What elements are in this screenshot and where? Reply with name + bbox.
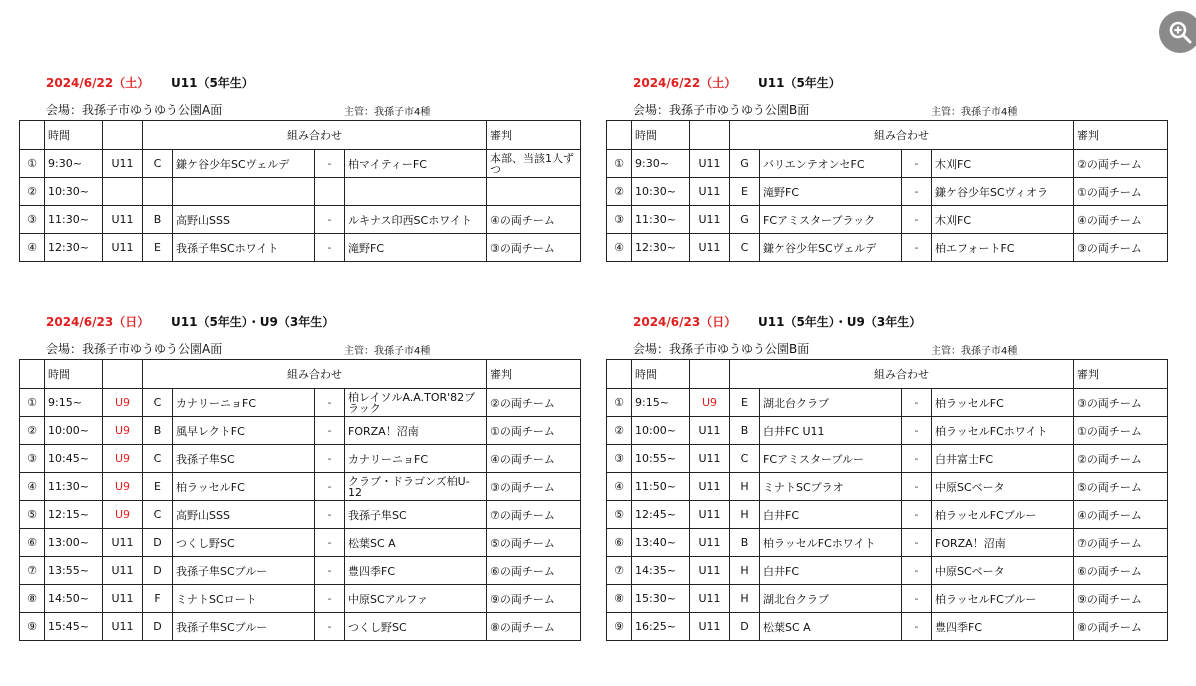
group: C [730, 234, 760, 262]
table-row [20, 613, 581, 641]
versus-dash: - [315, 613, 345, 641]
group: D [730, 613, 760, 641]
away-team: FORZA！沼南 [345, 417, 487, 445]
header-referee: 審判 [487, 121, 581, 150]
home-team: ミナトSCロート [173, 585, 315, 613]
home-team: 鎌ケ谷少年SCヴェルデ [173, 150, 315, 178]
away-team: 中原SCベータ [932, 473, 1074, 501]
away-team: FORZA！沼南 [932, 529, 1074, 557]
group: C [143, 445, 173, 473]
match-number: ② [607, 178, 632, 206]
home-team: 我孫子隼SCブルー [173, 557, 315, 585]
referee: ⑨の両チーム [1074, 585, 1168, 613]
versus-dash: - [902, 473, 932, 501]
division: U11 [690, 557, 730, 585]
match-number: ② [607, 417, 632, 445]
header-time: 時間 [632, 121, 690, 150]
away-team: カナリーニョFC [345, 445, 487, 473]
kickoff-time: 10:30~ [45, 178, 103, 206]
kickoff-time: 11:50~ [632, 473, 690, 501]
kickoff-time: 11:30~ [45, 206, 103, 234]
group: G [730, 206, 760, 234]
kickoff-time: 10:55~ [632, 445, 690, 473]
kickoff-time: 14:50~ [45, 585, 103, 613]
match-number: ① [20, 389, 45, 417]
match-number: ② [20, 178, 45, 206]
away-team: 白井富士FC [932, 445, 1074, 473]
away-team: 柏レイソルA.A.TOR'82ブラック [345, 389, 487, 417]
group: E [143, 473, 173, 501]
versus-dash: - [902, 389, 932, 417]
away-team: クラブ・ドラゴンズ柏U-12 [345, 473, 487, 501]
away-team: 柏ラッセルFCブルー [932, 501, 1074, 529]
group: H [730, 473, 760, 501]
schedule-block [19, 309, 581, 641]
home-team: つくし野SC [173, 529, 315, 557]
table-row [607, 529, 1168, 557]
referee: ⑤の両チーム [1074, 473, 1168, 501]
venue: 会場：我孫子市ゆうゆう公園B面 [633, 342, 810, 356]
referee: ①の両チーム [487, 417, 581, 445]
kickoff-time: 10:00~ [45, 417, 103, 445]
match-number: ⑦ [20, 557, 45, 585]
division: U9 [103, 417, 143, 445]
referee: ②の両チーム [1074, 150, 1168, 178]
division: U9 [103, 389, 143, 417]
division: U11 [103, 529, 143, 557]
match-number: ③ [607, 445, 632, 473]
age-category: U11（5年生）・U9（3年生） [171, 315, 335, 329]
table-row [607, 206, 1168, 234]
versus-dash: - [902, 417, 932, 445]
zoom-in-button[interactable] [1159, 11, 1196, 53]
home-team: ミナトSCプラオ [760, 473, 902, 501]
match-date: 2024/6/22（土） [633, 76, 737, 90]
versus-dash: - [902, 557, 932, 585]
home-team: カナリーニョFC [173, 389, 315, 417]
division: U11 [103, 613, 143, 641]
versus-dash: - [315, 501, 345, 529]
schedule-block [19, 70, 581, 262]
away-team: 木刈FC [932, 150, 1074, 178]
block-header [19, 309, 581, 331]
home-team: 我孫子隼SC [173, 445, 315, 473]
table-row [607, 234, 1168, 262]
group: H [730, 585, 760, 613]
group: D [143, 557, 173, 585]
header-referee: 審判 [487, 360, 581, 389]
home-team: 柏ラッセルFCホワイト [760, 529, 902, 557]
referee: ③の両チーム [1074, 389, 1168, 417]
group: H [730, 557, 760, 585]
away-team: 柏ラッセルFCブルー [932, 585, 1074, 613]
kickoff-time: 11:30~ [45, 473, 103, 501]
home-team: 柏ラッセルFC [173, 473, 315, 501]
versus-dash: - [315, 585, 345, 613]
group: C [143, 389, 173, 417]
group: F [143, 585, 173, 613]
versus-dash: - [902, 445, 932, 473]
home-team [173, 178, 315, 206]
versus-dash: - [902, 178, 932, 206]
table-row [20, 557, 581, 585]
versus-dash: - [902, 150, 932, 178]
group: C [730, 445, 760, 473]
table-row [20, 473, 581, 501]
table-row [607, 501, 1168, 529]
match-number: ① [607, 150, 632, 178]
table-row [607, 557, 1168, 585]
table-row [20, 389, 581, 417]
group: E [730, 389, 760, 417]
match-number: ③ [20, 445, 45, 473]
table-header-row [607, 121, 1168, 150]
match-number: ⑧ [20, 585, 45, 613]
table-row [607, 473, 1168, 501]
division: U9 [103, 501, 143, 529]
away-team: 中原SCベータ [932, 557, 1074, 585]
block-info [606, 331, 1168, 359]
group: E [730, 178, 760, 206]
versus-dash: - [902, 234, 932, 262]
away-team: 鎌ケ谷少年SCヴィオラ [932, 178, 1074, 206]
versus-dash: - [315, 473, 345, 501]
division [103, 178, 143, 206]
block-info [19, 92, 581, 120]
referee: ⑥の両チーム [487, 557, 581, 585]
venue: 会場：我孫子市ゆうゆう公園B面 [633, 103, 810, 117]
referee: ④の両チーム [487, 445, 581, 473]
match-number: ⑥ [607, 529, 632, 557]
referee: ⑧の両チーム [487, 613, 581, 641]
venue: 会場：我孫子市ゆうゆう公園A面 [46, 103, 223, 117]
schedule-table [606, 359, 1168, 641]
versus-dash: - [315, 557, 345, 585]
home-team: 白井FC [760, 557, 902, 585]
match-number: ⑤ [20, 501, 45, 529]
header-time: 時間 [45, 121, 103, 150]
division: U11 [103, 206, 143, 234]
versus-dash: - [902, 585, 932, 613]
referee: ⑥の両チーム [1074, 557, 1168, 585]
division: U11 [690, 178, 730, 206]
match-number: ① [20, 150, 45, 178]
division: U11 [690, 445, 730, 473]
group: B [730, 417, 760, 445]
referee: ⑧の両チーム [1074, 613, 1168, 641]
match-number: ③ [607, 206, 632, 234]
match-date: 2024/6/23（日） [46, 315, 150, 329]
block-header [606, 309, 1168, 331]
match-number: ② [20, 417, 45, 445]
block-header [606, 70, 1168, 92]
match-number: ④ [20, 473, 45, 501]
away-team: 中原SCアルファ [345, 585, 487, 613]
schedule-block [606, 70, 1168, 262]
table-header-row [20, 121, 581, 150]
kickoff-time: 9:15~ [45, 389, 103, 417]
kickoff-time: 12:30~ [45, 234, 103, 262]
division: U9 [690, 389, 730, 417]
header-time: 時間 [45, 360, 103, 389]
kickoff-time: 10:00~ [632, 417, 690, 445]
kickoff-time: 10:45~ [45, 445, 103, 473]
host: 主管：我孫子市4種 [344, 107, 431, 118]
versus-dash: - [315, 417, 345, 445]
home-team: 松葉SC A [760, 613, 902, 641]
header-match: 組み合わせ [730, 360, 1074, 389]
division: U11 [690, 529, 730, 557]
away-team [345, 178, 487, 206]
away-team: 豊四季FC [345, 557, 487, 585]
away-team: 松葉SC A [345, 529, 487, 557]
away-team: 木刈FC [932, 206, 1074, 234]
away-team: 柏マイティーFC [345, 150, 487, 178]
versus-dash: - [315, 529, 345, 557]
division: U11 [103, 585, 143, 613]
division: U11 [103, 234, 143, 262]
header-time: 時間 [632, 360, 690, 389]
division: U11 [690, 501, 730, 529]
table-row [20, 585, 581, 613]
zoom-in-icon [1167, 19, 1193, 45]
home-team: FCアミスターブラック [760, 206, 902, 234]
table-row [20, 529, 581, 557]
versus-dash: - [902, 501, 932, 529]
away-team: 柏ラッセルFC [932, 389, 1074, 417]
header-division [103, 360, 143, 389]
header-division [690, 121, 730, 150]
host: 主管：我孫子市4種 [931, 107, 1018, 118]
referee: ⑨の両チーム [487, 585, 581, 613]
versus-dash: - [902, 206, 932, 234]
group: D [143, 529, 173, 557]
block-info [19, 331, 581, 359]
header-match: 組み合わせ [143, 360, 487, 389]
header-no [20, 360, 45, 389]
versus-dash: - [315, 150, 345, 178]
schedule-table [606, 120, 1168, 262]
kickoff-time: 15:30~ [632, 585, 690, 613]
home-team: 高野山SSS [173, 206, 315, 234]
header-match: 組み合わせ [730, 121, 1074, 150]
match-number: ④ [20, 234, 45, 262]
kickoff-time: 12:15~ [45, 501, 103, 529]
versus-dash: - [315, 234, 345, 262]
versus-dash: - [902, 529, 932, 557]
division: U11 [690, 613, 730, 641]
versus-dash: - [315, 389, 345, 417]
match-number: ③ [20, 206, 45, 234]
kickoff-time: 9:30~ [632, 150, 690, 178]
schedule-block [606, 309, 1168, 641]
kickoff-time: 11:30~ [632, 206, 690, 234]
match-number: ⑧ [607, 585, 632, 613]
away-team: 柏ラッセルFCホワイト [932, 417, 1074, 445]
kickoff-time: 13:40~ [632, 529, 690, 557]
referee [487, 178, 581, 206]
division: U11 [690, 206, 730, 234]
referee: ④の両チーム [1074, 206, 1168, 234]
group: E [143, 234, 173, 262]
venue: 会場：我孫子市ゆうゆう公園A面 [46, 342, 223, 356]
referee: ④の両チーム [1074, 501, 1168, 529]
block-header [19, 70, 581, 92]
kickoff-time: 16:25~ [632, 613, 690, 641]
home-team: 我孫子隼SCブルー [173, 613, 315, 641]
home-team: 白井FC U11 [760, 417, 902, 445]
referee: ①の両チーム [1074, 178, 1168, 206]
host: 主管：我孫子市4種 [931, 346, 1018, 357]
table-header-row [607, 360, 1168, 389]
kickoff-time: 9:30~ [45, 150, 103, 178]
home-team: FCアミスターブルー [760, 445, 902, 473]
referee: ④の両チーム [487, 206, 581, 234]
table-row [20, 150, 581, 178]
age-category: U11（5年生）・U9（3年生） [758, 315, 922, 329]
referee: ③の両チーム [1074, 234, 1168, 262]
kickoff-time: 9:15~ [632, 389, 690, 417]
schedule-table [19, 359, 581, 641]
header-no [20, 121, 45, 150]
referee: ③の両チーム [487, 234, 581, 262]
match-number: ⑥ [20, 529, 45, 557]
away-team: ルキナス印西SCホワイト [345, 206, 487, 234]
away-team: 柏エフォートFC [932, 234, 1074, 262]
group: C [143, 501, 173, 529]
away-team: 滝野FC [345, 234, 487, 262]
home-team: 鎌ケ谷少年SCヴェルデ [760, 234, 902, 262]
away-team: 我孫子隼SC [345, 501, 487, 529]
home-team: 湖北台クラブ [760, 585, 902, 613]
table-row [20, 178, 581, 206]
table-row [20, 501, 581, 529]
block-info [606, 92, 1168, 120]
age-category: U11（5年生） [758, 76, 841, 90]
group: D [143, 613, 173, 641]
group [143, 178, 173, 206]
division: U11 [690, 150, 730, 178]
table-row [20, 417, 581, 445]
table-row [607, 585, 1168, 613]
home-team: 風早レクトFC [173, 417, 315, 445]
referee: ②の両チーム [487, 389, 581, 417]
division: U11 [103, 557, 143, 585]
group: B [143, 417, 173, 445]
match-date: 2024/6/22（土） [46, 76, 150, 90]
division: U11 [690, 417, 730, 445]
match-date: 2024/6/23（日） [633, 315, 737, 329]
division: U9 [103, 473, 143, 501]
referee: ②の両チーム [1074, 445, 1168, 473]
match-number: ① [607, 389, 632, 417]
group: B [730, 529, 760, 557]
versus-dash [315, 178, 345, 206]
referee: ①の両チーム [1074, 417, 1168, 445]
versus-dash: - [315, 206, 345, 234]
header-division [103, 121, 143, 150]
home-team: 高野山SSS [173, 501, 315, 529]
kickoff-time: 12:45~ [632, 501, 690, 529]
table-row [20, 234, 581, 262]
referee: ⑦の両チーム [487, 501, 581, 529]
header-division [690, 360, 730, 389]
division: U11 [103, 150, 143, 178]
kickoff-time: 14:35~ [632, 557, 690, 585]
group: G [730, 150, 760, 178]
table-row [607, 613, 1168, 641]
home-team: 湖北台クラブ [760, 389, 902, 417]
division: U11 [690, 585, 730, 613]
table-row [20, 445, 581, 473]
kickoff-time: 10:30~ [632, 178, 690, 206]
table-header-row [20, 360, 581, 389]
referee: ⑤の両チーム [487, 529, 581, 557]
match-number: ⑦ [607, 557, 632, 585]
kickoff-time: 12:30~ [632, 234, 690, 262]
home-team: 我孫子隼SCホワイト [173, 234, 315, 262]
group: H [730, 501, 760, 529]
kickoff-time: 15:45~ [45, 613, 103, 641]
division: U11 [690, 473, 730, 501]
versus-dash: - [902, 613, 932, 641]
match-number: ④ [607, 234, 632, 262]
header-referee: 審判 [1074, 121, 1168, 150]
home-team: バリエンテオンセFC [760, 150, 902, 178]
referee: ⑦の両チーム [1074, 529, 1168, 557]
away-team: 豊四季FC [932, 613, 1074, 641]
home-team: 白井FC [760, 501, 902, 529]
match-number: ⑨ [607, 613, 632, 641]
age-category: U11（5年生） [171, 76, 254, 90]
group: C [143, 150, 173, 178]
host: 主管：我孫子市4種 [344, 346, 431, 357]
header-no [607, 121, 632, 150]
group: B [143, 206, 173, 234]
home-team: 滝野FC [760, 178, 902, 206]
header-no [607, 360, 632, 389]
kickoff-time: 13:00~ [45, 529, 103, 557]
header-match: 組み合わせ [143, 121, 487, 150]
header-referee: 審判 [1074, 360, 1168, 389]
schedule-table [19, 120, 581, 262]
table-row [607, 389, 1168, 417]
versus-dash: - [315, 445, 345, 473]
referee: ③の両チーム [487, 473, 581, 501]
division: U9 [103, 445, 143, 473]
table-row [20, 206, 581, 234]
away-team: つくし野SC [345, 613, 487, 641]
match-number: ⑤ [607, 501, 632, 529]
match-number: ④ [607, 473, 632, 501]
division: U11 [690, 234, 730, 262]
table-row [607, 417, 1168, 445]
referee: 本部、当該1人ずつ [487, 150, 581, 178]
table-row [607, 178, 1168, 206]
table-row [607, 150, 1168, 178]
table-row [607, 445, 1168, 473]
kickoff-time: 13:55~ [45, 557, 103, 585]
match-number: ⑨ [20, 613, 45, 641]
